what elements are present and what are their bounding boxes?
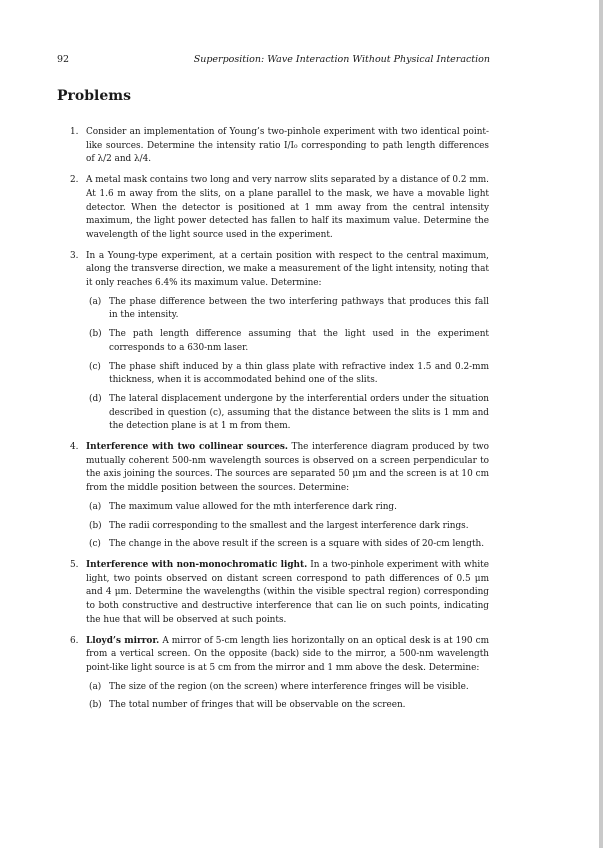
page-edge xyxy=(599,0,603,848)
problem-number: 2. xyxy=(70,175,79,186)
problem-number: 3. xyxy=(70,250,79,261)
subquestion-item xyxy=(86,681,489,695)
subquestion-item xyxy=(86,501,489,515)
problem-text: A metal mask contains two long and very narrow slits separated by a distance of 0.2 mm. At 1.6 m away from the slits, on a plane parallel to the mask, we have a movable light detector. When the detector is positioned at 1 mm away from the central intensity maximum, the light power detected has fallen to half its maximum value. Determine the wavelength of the light source used in the experiment. xyxy=(86,175,489,240)
subquestion-list xyxy=(86,296,489,434)
subquestion-text: The maximum value allowed for the mth interference dark ring. xyxy=(109,501,397,512)
problem-statement xyxy=(86,250,489,291)
problem-text: The interference diagram produced by two mutually coherent 500-nm wavelength sources is observed on a screen perpendicular to the axis joining the sources. The sources are separated 50 μm and the screen is at 10 cm from the middle position between the sources. Determine: xyxy=(86,442,490,494)
problem-number: 6. xyxy=(70,635,79,646)
subquestion-list xyxy=(86,681,489,713)
problem-number: 4. xyxy=(70,442,79,453)
subquestion-list xyxy=(86,501,489,552)
subquestion-text: The path length difference assuming that the light used in the experiment corresponds to a 630-nm laser. xyxy=(109,329,489,353)
subquestion-text: The change in the above result if the screen is a square with sides of 20-cm length. xyxy=(109,539,485,550)
problem-title: Interference with two collinear sources. xyxy=(86,442,288,453)
subquestion-text: The total number of fringes that will be observable on the screen. xyxy=(109,700,406,711)
problem-statement xyxy=(86,559,489,628)
subquestion-text: The radii corresponding to the smallest and the largest interference dark rings. xyxy=(109,520,469,531)
problem-statement xyxy=(86,174,489,243)
problem-item xyxy=(65,635,489,714)
section-title: Problems xyxy=(57,88,131,104)
subquestion-text: The lateral displacement undergone by the interferential orders under the situation described in question (c), assuming that the distance between the slits is 1 mm and the detection plane is at 1 m from them. xyxy=(109,393,489,432)
problem-text: A mirror of 5-cm length lies horizontally on an optical desk is at 190 cm from a vertical screen. On the opposite (back) side to the mirror, a 500-nm wavelength point-like light source is at 5 cm from the mirror and 1 mm above the desk. Determine: xyxy=(86,635,489,673)
problem-number: 5. xyxy=(70,559,79,570)
running-title: Superposition: Wave Interaction Without Physical Interaction xyxy=(193,54,490,65)
problem-title: Interference with non-monochromatic light. xyxy=(86,559,308,570)
subquestion-item xyxy=(86,296,489,323)
subquestion-text: The size of the region (on the screen) where interference fringes will be visible. xyxy=(109,681,469,692)
subquestion-text: The phase shift induced by a thin glass plate with refractive index 1.5 and 0.2-mm thickness, when it is accommodated behind one of the slits. xyxy=(109,361,489,386)
problem-item xyxy=(65,126,489,167)
subquestion-label: (c) xyxy=(89,361,101,372)
subquestion-label: (a) xyxy=(89,681,102,692)
subquestion-item xyxy=(86,699,489,713)
problem-statement xyxy=(86,126,489,167)
subquestion-item xyxy=(86,361,489,388)
problem-title: Lloyd’s mirror. xyxy=(86,635,160,646)
problem-statement xyxy=(86,635,489,676)
subquestion-label: (d) xyxy=(89,393,102,404)
problem-item xyxy=(65,559,489,628)
problem-item xyxy=(65,174,489,243)
problem-item xyxy=(65,250,489,434)
subquestion-text: The phase difference between the two interfering pathways that produces this fall in the intensity. xyxy=(109,296,489,321)
problem-number: 1. xyxy=(70,127,79,137)
subquestion-label: (a) xyxy=(89,501,102,512)
problem-item xyxy=(65,441,489,552)
subquestion-item xyxy=(86,520,489,534)
subquestion-item xyxy=(86,538,489,552)
subquestion-label: (b) xyxy=(89,520,102,531)
subquestion-item xyxy=(86,393,489,434)
problem-list xyxy=(65,126,489,720)
page-number: 92 xyxy=(57,54,70,65)
subquestion-label: (b) xyxy=(89,700,102,711)
subquestion-item xyxy=(86,328,489,355)
problem-text: Consider an implementation of Young’s two-pinhole experiment with two identical point-like sources. Determine the intensity ratio I/I₀ corresponding to path length differences of λ/2 and λ/4. xyxy=(86,127,489,165)
problem-text: In a Young-type experiment, at a certain position with respect to the central maximum, along the transverse direction, we make a measurement of the light intensity, noting that it only reaches 6.4% its maximum value. Determine: xyxy=(86,250,489,289)
subquestion-label: (c) xyxy=(89,539,101,550)
subquestion-label: (a) xyxy=(89,296,102,307)
problem-text: In a two-pinhole experiment with white light, two points observed on distant screen correspond to path differences of 0.5 μm and 4 μm. Determine the wavelengths (within the visible spectral region) corresponding to both constructive and destructive interference that can lie on such points, indicating the hue that will be observed at such points. xyxy=(86,559,490,625)
problem-statement xyxy=(86,441,489,496)
subquestion-label: (b) xyxy=(89,329,102,340)
